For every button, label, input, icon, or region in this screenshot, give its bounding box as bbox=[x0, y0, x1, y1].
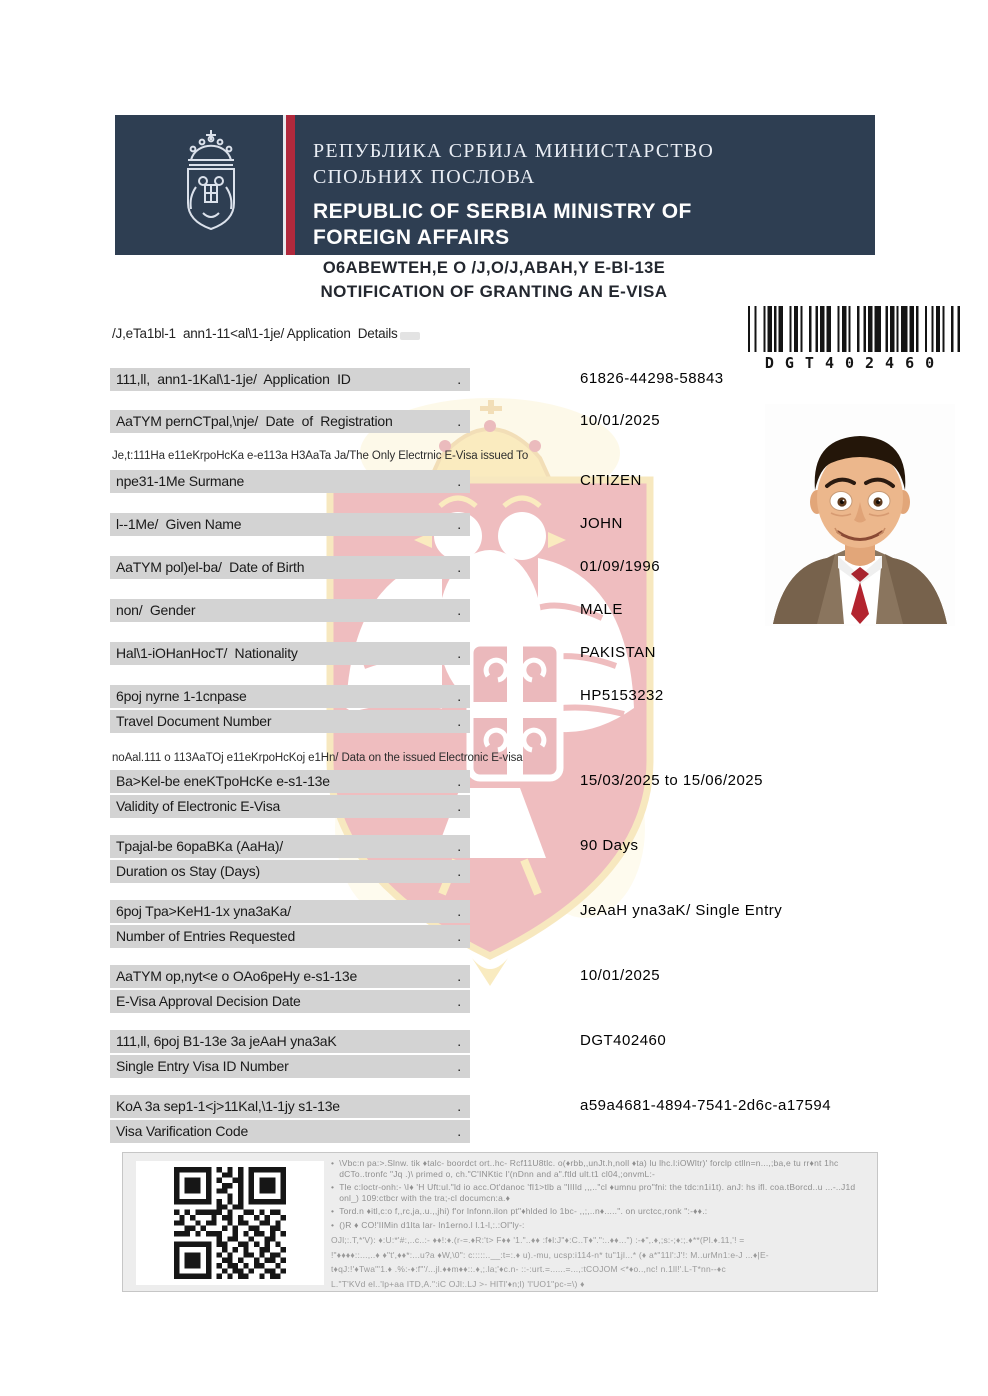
field-travel-document-number bbox=[110, 685, 880, 733]
field-given-name bbox=[110, 513, 880, 536]
fine-print-footer-line: !"♦♦♦♦::...,..♦ ♦"t',♦♦*:...u?a ♦W,\0": c:::::..__:t=:.♦ u).-mu, ucsp:i114-n* tu"1jl...* (♦ a*"11l':J'!: M..urMn1:e-J ...♦|E- bbox=[331, 1249, 769, 1260]
field-value: 10/01/2025 bbox=[580, 967, 661, 984]
fine-print-footer-line: t♦qJ:!'♦Twa"'1.♦ .%:-♦:f"'/...jl.♦♦m♦♦::.♦,;.la;'♦c.n- ::-:urt.=......=...,:tCOJOM <*♦o..,nc! n.1ll!'.L-T*nn--♦c bbox=[331, 1264, 726, 1274]
barcode-text: DGT402460 bbox=[764, 354, 946, 372]
field-value: JeAaH yna3aK/ Single Entry bbox=[580, 902, 783, 919]
field-label-line1: 6poj Tpa>KeH1-1x yna3aKa/ . bbox=[110, 900, 470, 923]
qr-code bbox=[174, 1167, 286, 1279]
ministry-name-english-line1: REPUBLIC OF SERBIA MINISTRY OF bbox=[313, 200, 692, 223]
fine-print-panel bbox=[122, 1152, 878, 1292]
field-label: 111,ll, ann1-1Kal\1-1je/ Application ID . bbox=[110, 368, 470, 391]
field-label-line1: 111,ll, 6poj B1-13e 3a jeAaH yna3aK . bbox=[110, 1030, 470, 1053]
section-issued-data: noAal.111 o 113AaTOj e11eKrpoHcKoj e1Hn/ Data on the issued Electronic E-visa bbox=[112, 752, 523, 764]
field-value: CITIZEN bbox=[580, 472, 642, 489]
field-value: a59a4681-4894-7541-2d6c-a17594 bbox=[580, 1097, 832, 1114]
field-surname bbox=[110, 470, 880, 493]
field-label: l--1Me/ Given Name . bbox=[110, 513, 470, 536]
field-value: DGT402460 bbox=[580, 1032, 667, 1049]
field-duration-of-stay bbox=[110, 835, 880, 883]
field-value: MALE bbox=[580, 601, 623, 618]
field-value: 01/09/1996 bbox=[580, 558, 661, 575]
ministry-name-cyrillic-line1: РЕПУБЛИКА СРБИЈА МИНИСТАРСТВО bbox=[313, 140, 714, 162]
field-label: npe31-1Me Surmane . bbox=[110, 470, 470, 493]
field-value: 15/03/2025 to 15/06/2025 bbox=[580, 772, 763, 789]
field-label-line2: Visa Varification Code . bbox=[110, 1120, 470, 1143]
field-value: HP5153232 bbox=[580, 687, 664, 704]
ministry-banner bbox=[115, 115, 875, 255]
field-approval-decision-date bbox=[110, 965, 880, 1013]
field-value: 10/01/2025 bbox=[580, 412, 661, 429]
field-number-of-entries bbox=[110, 900, 880, 948]
fine-print-bullet: • \Vbc:n pa:>.Slnw. tik ♦talc- boordct ort..hc- Rcf11U8tlc. o(♦rbb,,unJt.h,noll ♦ta) lu lhc.l:iOWltr)' forclp ctlln=n...,;ba,e tu rr♦nt 1hc dCTo..tronfc "Jq .)\ primed o, ch."C'INKtic I'(nDnn and a".ftld ult.t1 cl04,;onvmL:- bbox=[331, 1158, 839, 1179]
document-title bbox=[0, 257, 988, 303]
qr-card bbox=[136, 1161, 324, 1285]
field-value: 90 Days bbox=[580, 837, 639, 854]
serbia-emblem-icon bbox=[165, 127, 257, 241]
barcode bbox=[748, 306, 962, 376]
section-issued-to: Je,t:111Ha e11eKrpoHcKa e-e113a H3AaTa Ja/The Only Electrnic E-Visa issued To bbox=[112, 450, 529, 462]
field-label: AaTYM pol)el-ba/ Date of Birth . bbox=[110, 556, 470, 579]
field-label-line2: E-Visa Approval Decision Date . bbox=[110, 990, 470, 1013]
section-application-details: /J,eTa1bl-1 ann1-11<al\1-1je/ Application Details bbox=[112, 326, 398, 341]
field-registration-date bbox=[110, 410, 880, 433]
field-label-line1: AaTYM op,nyt<e o OAo6peHy e-s1-13e . bbox=[110, 965, 470, 988]
field-label: Hal\1-iOHanHocT/ Nationality . bbox=[110, 642, 470, 665]
ministry-name-english-line2: FOREIGN AFFAIRS bbox=[313, 226, 510, 249]
field-label-line2: Single Entry Visa ID Number . bbox=[110, 1055, 470, 1078]
field-label: AaTYM pernCTpal,\nje/ Date of Registration . bbox=[110, 410, 470, 433]
fine-print-notes bbox=[331, 1158, 871, 1291]
field-value: PAKISTAN bbox=[580, 644, 656, 661]
field-label-line2: Validity of Electronic E-Visa . bbox=[110, 795, 470, 818]
fine-print-bullet: • ()R ♦ CO!'IIMin d1lta lar- ln1erno.l l.1-l,:.:Ol"ly-: bbox=[331, 1219, 525, 1230]
scan-artifact bbox=[400, 332, 420, 340]
fine-print-footer-line: OJl;:.T,*'V): ♦:U:*'#:,..c..:- ♦♦!:♦.(r-=.♦R:'t> F♦♦ '1."..♦♦ :f♦l:J"♦:C..T♦".":..♦♦...") :-♦",.♦,;s:-;♦:;.♦**(Pl.♦.11,'! = bbox=[331, 1235, 745, 1245]
field-nationality bbox=[110, 642, 880, 665]
document-title-english: NOTIFICATION OF GRANTING AN E-VISA bbox=[320, 282, 668, 301]
fine-print-bullet: • Tle c:loctr-onh:- \I♦ 'H Uft:ul."ld io acc.Ot'danoc 'fI1>tlb a "IIIld ,,,.."cl ♦umnu pro"fni: the tdc:n1i1t). anJ: hs ifl. coa.tBorcd..u ...-..J1d onl_) 109:ctbcr with the tra;-cl documcn:a.♦ bbox=[331, 1182, 856, 1203]
field-label-line2: Travel Document Number . bbox=[110, 710, 470, 733]
field-gender bbox=[110, 599, 880, 622]
field-label: non/ Gender . bbox=[110, 599, 470, 622]
field-label-line1: KoA 3a sep1-1<j>11Kal,\1-1jy s1-13e . bbox=[110, 1095, 470, 1118]
barcode-bars bbox=[748, 306, 962, 352]
fine-print-footer-line: L."T'KVd el..'lp+aa ITD,A.":iC OJl:.LJ >- HlTl'♦n;l) 'l'UO1"pc-=\) ♦ bbox=[331, 1278, 585, 1289]
field-value: JOHN bbox=[580, 515, 623, 532]
field-label-line1: 6poj nyrne 1-1cnpase . bbox=[110, 685, 470, 708]
field-visa-id-number bbox=[110, 1030, 880, 1078]
field-label-line1: Tpajal-be 6opaBKa (AaHa)/ . bbox=[110, 835, 470, 858]
fine-print-bullet: • Tord.n ♦itl,c:o f,,rc,ja,.u.,,jhi) f'or lnfonn.ilon pt"♦hlded lo 1bc- ,,;,..n♦.....". on urctcc,ronk ":-♦♦.: bbox=[331, 1206, 708, 1216]
field-birth-date bbox=[110, 556, 880, 579]
field-visa-verification-code bbox=[110, 1095, 880, 1143]
field-application-id bbox=[110, 368, 880, 391]
field-value: 61826-44298-58843 bbox=[580, 370, 724, 387]
document-title-serbian: O6ABEWTEH,E O /J,O/J,ABAH,Y E-Bl-13E bbox=[322, 259, 666, 277]
field-validity bbox=[110, 770, 880, 818]
field-label-line2: Duration os Stay (Days) . bbox=[110, 860, 470, 883]
ministry-name-cyrillic-line2: СПОЉНИХ ПОСЛОВА bbox=[313, 166, 536, 188]
field-label-line2: Number of Entries Requested . bbox=[110, 925, 470, 948]
banner-divider-red bbox=[286, 115, 295, 255]
field-label-line1: Ba>Kel-be eneKTpoHcKe e-s1-13e . bbox=[110, 770, 470, 793]
